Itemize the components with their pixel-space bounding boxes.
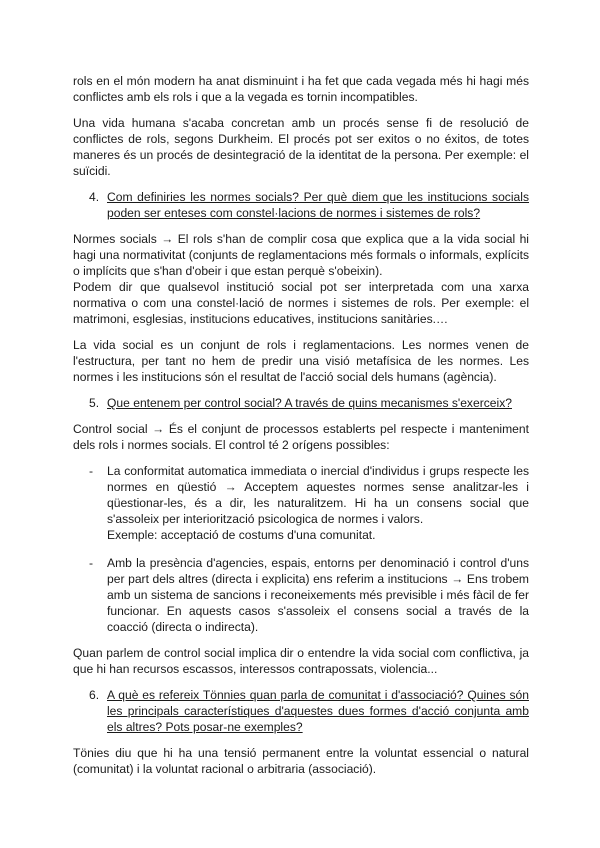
bullet-1-text: La conformitat automatica immediata o inercial d'individus i grups respecte les normes en qüestió → Acceptem aquestes normes sense analitzar-les i qüestionar-les, és a dir, les naturalitzem. Hi ha un consens social que s'assoleix per interiorització psicologica de normes i valors. (107, 464, 529, 526)
bullet-1 (107, 463, 529, 543)
answer-4-normes-socials: Normes socials → El rols s'han de complir cosa que explica que a la vida social hi hagi una normativitat (conjunts de reglamentacions més formals o informals, explícits o implícits que s'han d'obeir i que estan perquè s'obeixin). (73, 232, 529, 278)
question-4-text: Com definiries les normes socials? Per què diem que les institucions socials poden ser enteses com constel·lacions de normes i sistemes de rols? (107, 190, 529, 220)
question-6-number: 6. (89, 688, 100, 702)
bullet-marker-1: - (89, 464, 94, 478)
bullet-2-text: Amb la presència d'agencies, espais, entorns per denominació i control d'uns per part dels altres (directa i explicita) ens referim a institucions → Ens trobem amb un sistema de sancions i reconeixements més previsible i més fàcil de fer funcionar. En aquests casos s'assoleix el consens social a través de la coacció (directa o indirecta). (107, 556, 529, 634)
answer-5-conflictiva: Quan parlem de control social implica dir o entendre la vida social com conflictiva, ja que hi han recursos escassos, interessos contrapossats, violencia... (73, 646, 529, 676)
answer-6-tonnies: Tönies diu que hi ha una tensió permanent entre la voluntat essencial o natural (comunitat) i la voluntat racional o arbitraria (associació). (73, 746, 529, 776)
answer-4-institucions: Podem dir que qualsevol institució social pot ser interpretada com una xarxa normativa o com una constel·lació de normes i sistemes de rols. Per exemple: el matrimoni, esglesias, institucions educatives, institucions sanitàries.… (73, 280, 529, 326)
answer-5-control-social: Control social → És el conjunt de processos establerts pel respecte i manteniment dels rols i normes socials. El control té 2 orígens possibles: (73, 422, 529, 452)
question-5-number: 5. (89, 396, 100, 410)
question-5-text: Que entenem per control social? A través de quins mecanismes s'exerceix? (107, 396, 512, 410)
answer-4-vida-social: La vida social es un conjunt de rols i reglamentacions. Les normes venen de l'estructura, per tant no hem de predir una visió metafísica de les normes. Les normes i les institucions són el resultat de l'acció social dels humans (agència). (73, 338, 529, 384)
question-6-text: A què es refereix Tönnies quan parla de comunitat i d'associació? Quines són les principals característiques d'aquestes dues formes d'acció conjunta amb els altres? Pots posar-ne exemples? (107, 688, 529, 734)
paragraph-intro-2: Una vida humana s'acaba concretan amb un procés sense fi de resolució de conflictes de rols, segons Durkheim. El procés pot ser exitos o no éxitos, de totes maneres és un procés de desintegració de la identitat de la persona. Per exemple: el suïcidi. (73, 116, 529, 178)
paragraph-intro-1: rols en el món modern ha anat disminuint i ha fet que cada vegada més hi hagi més conflictes amb els rols i que a la vegada es tornin incompatibles. (73, 74, 529, 104)
bullet-1-example: Exemple: acceptació de costums d'una comunitat. (107, 528, 376, 542)
bullet-marker-2: - (89, 556, 94, 570)
question-4-number: 4. (89, 190, 100, 204)
